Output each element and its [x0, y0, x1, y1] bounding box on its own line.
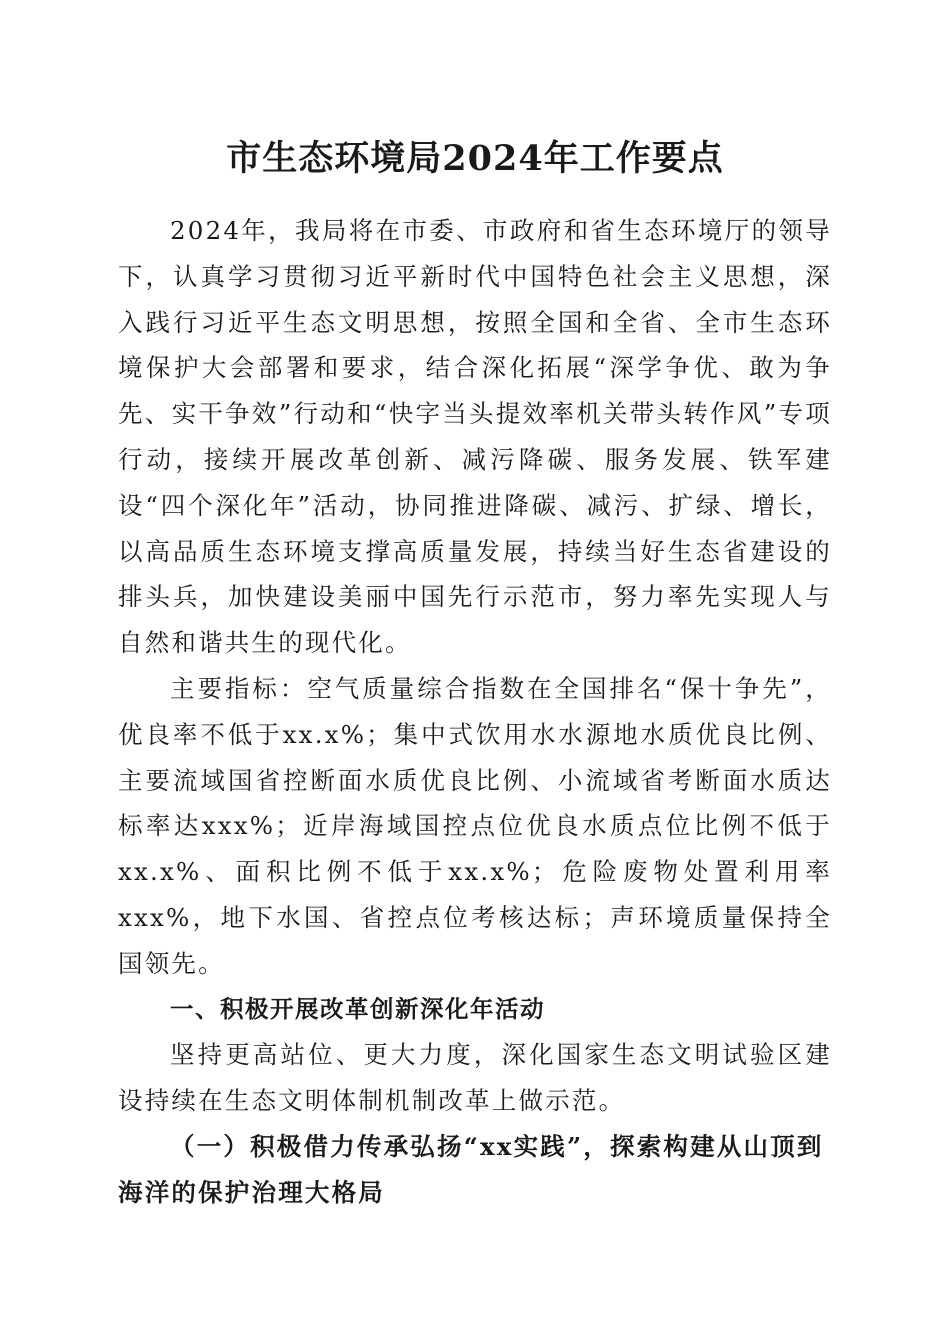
section-paragraph: 坚持更高站位、更大力度，深化国家生态文明试验区建设持续在生态文明体制机制改革上做示范。: [118, 1040, 832, 1116]
document-page: [118, 0, 832, 1344]
document-title: 市生态环境局2024年工作要点: [226, 138, 724, 179]
document-body: [118, 208, 832, 1216]
subsection-heading: （一）积极借力传承弘扬“xx实践”，探索构建从山顶到海洋的保护治理大格局: [118, 1131, 824, 1207]
key-indicators-paragraph: 主要指标：空气质量综合指数在全国排名“保十争先”，优良率不低于xx.x%；集中式饮用水水源地水质优良比例、主要流域国省控断面水质优良比例、小流域省考断面水质达标率达xxx%；近岸海域国控点位优良水质点位比例不低于xx.x%、面积比例不低于xx.x%；危险废物处置利用率xxx%，地下水国、省控点位考核达标；声环境质量保持全国领先。: [118, 673, 832, 978]
intro-paragraph: 2024年，我局将在市委、市政府和省生态环境厅的领导下，认真学习贯彻习近平新时代中国特色社会主义思想，深入践行习近平生态文明思想，按照全国和全省、全市生态环境保护大会部署和要求，结合深化拓展“深学争优、敢为争先、实干争效”行动和“快字当头提效率机关带头转作风”专项行动，接续开展改革创新、减污降碳、服务发展、铁军建设“四个深化年”活动，协同推进降碳、减污、扩绿、增长，以高品质生态环境支撑高质量发展，持续当好生态省建设的排头兵，加快建设美丽中国先行示范市，努力率先实现人与自然和谐共生的现代化。: [118, 216, 832, 658]
section-heading: 一、积极开展改革创新深化年活动: [170, 994, 545, 1023]
